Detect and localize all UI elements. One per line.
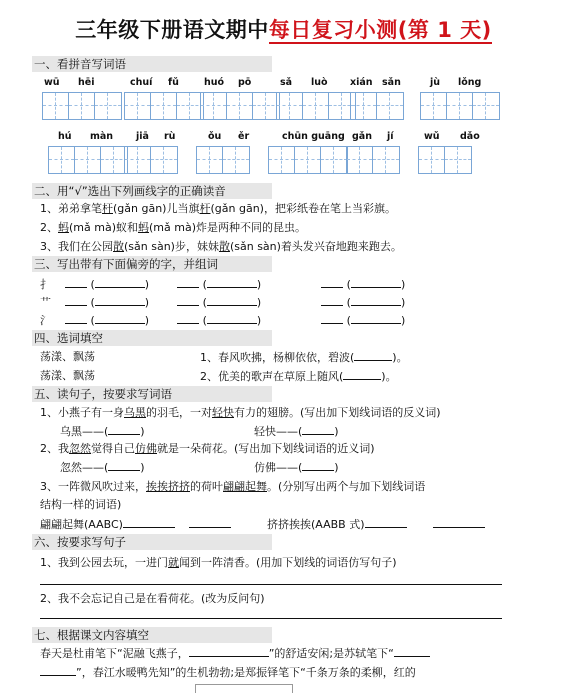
question-7-2: ”，春江水暖鸭先知”的生机勃勃;是郑振铎笔下“千条万条的柔柳，红的 <box>40 664 416 681</box>
pinyin-row-1 <box>38 77 538 89</box>
writing-grid[interactable] <box>200 92 280 120</box>
question-2-2: 2、蚂(mǎ mà)蚁和蚂(mǎ mà)炸是两种不同的昆虫。 <box>40 221 306 234</box>
writing-grid[interactable] <box>124 146 178 174</box>
writing-grid[interactable] <box>420 92 500 120</box>
pinyin: jí <box>387 131 394 142</box>
page-title <box>0 14 567 44</box>
pinyin: hēi <box>78 77 95 88</box>
writing-grid[interactable] <box>346 146 400 174</box>
section-1-header: 一、看拼音写词语 <box>32 56 272 72</box>
pinyin: huó <box>204 77 225 88</box>
pinyin: pō <box>238 77 252 88</box>
answer-5-1-b: 轻快——( ) <box>254 425 339 438</box>
pinyin: sǎn <box>382 77 401 88</box>
question-5-2: 2、我忽然觉得自己仿佛就是一朵荷花。(写出加下划线词语的近义词) <box>40 442 375 455</box>
writing-grid[interactable] <box>48 146 128 174</box>
page-footer-box <box>195 684 293 693</box>
answer-5-1-a: 乌黑——( ) <box>60 425 145 438</box>
section-3-header: 三、写出带有下面偏旁的字，并组词 <box>32 256 272 272</box>
radical-row: 氵 ( ) ( ) ( ) <box>40 314 406 327</box>
answer-5-2-a: 忽然——( ) <box>60 461 145 474</box>
option-2: 荡漾、飘荡 <box>40 369 95 382</box>
question-6-2: 2、我不会忘记自己是在看荷花。(改为反问句) <box>40 592 265 605</box>
section-5-header: 五、读句子，按要求写词语 <box>32 386 272 402</box>
pinyin: lǒng <box>458 77 482 88</box>
pinyin: gǎn <box>352 131 372 142</box>
writing-grid[interactable] <box>196 146 250 174</box>
question-2-1: 1、弟弟拿笔杆(gǎn gān)儿当旗杆(gǎn gān)，把彩纸卷在笔上当彩旗。 <box>40 202 396 215</box>
question-6-1: 1、我到公园去玩，一进门就闻到一阵清香。(用加下划线的词语仿写句子) <box>40 556 397 569</box>
writing-grid[interactable] <box>350 92 404 120</box>
answer-line[interactable] <box>40 618 502 619</box>
radical: 艹 <box>40 296 51 309</box>
pinyin: ǒu <box>208 131 222 142</box>
radical-row: 扌 ( ) ( ) ( ) <box>40 278 406 291</box>
pinyin: jiā <box>136 131 149 142</box>
pinyin: wǔ <box>424 131 440 142</box>
pinyin: fǔ <box>168 77 179 88</box>
pinyin: chūn guāng <box>282 131 345 142</box>
pinyin: hú <box>58 131 72 142</box>
section-2-header: 二、用“√”选出下列画线字的正确读音 <box>32 183 272 199</box>
pinyin: ěr <box>238 131 250 142</box>
writing-grid[interactable] <box>418 146 472 174</box>
section-6-header: 六、按要求写句子 <box>32 534 272 550</box>
pinyin: jù <box>430 77 441 88</box>
radical: 氵 <box>40 314 51 327</box>
radical-row: 艹 ( ) ( ) ( ) <box>40 296 406 309</box>
pinyin: dǎo <box>460 131 480 142</box>
answer-line[interactable] <box>40 584 502 585</box>
question-5-3: 3、一阵微风吹过来，挨挨挤挤的荷叶翩翩起舞。(分别写出两个与加下划线词语 <box>40 480 426 493</box>
pinyin: xián <box>350 77 373 88</box>
radical: 扌 <box>40 278 51 291</box>
writing-grid[interactable] <box>276 92 356 120</box>
section-7-header: 七、根据课文内容填空 <box>32 627 272 643</box>
writing-grid[interactable] <box>124 92 204 120</box>
option-1: 荡漾、飘荡 <box>40 350 95 363</box>
title-main: 三年级下册语文期中 <box>75 18 269 42</box>
question-4-1: 1、春风吹拂，杨柳依依，碧波( )。 <box>200 351 408 364</box>
pinyin: sǎ <box>280 77 293 88</box>
answer-5-3: 翩翩起舞(AABC) 挤挤挨挨(AABB 式) <box>40 516 485 533</box>
question-7-1: 春天是杜甫笔下“泥融飞燕子， ”的舒适安闲;是苏轼笔下“ <box>40 645 430 662</box>
pinyin: rù <box>164 131 176 142</box>
writing-grid[interactable] <box>42 92 122 120</box>
question-4-2: 2、优美的歌声在草原上随风( )。 <box>200 370 397 383</box>
pinyin: màn <box>90 131 114 142</box>
pinyin-row-2 <box>38 131 538 143</box>
pinyin: wū <box>44 77 60 88</box>
writing-grid[interactable] <box>268 146 348 174</box>
question-5-1: 1、小燕子有一身乌黑的羽毛，一对轻快有力的翅膀。(写出加下划线词语的反义词) <box>40 406 441 419</box>
title-highlight: 每日复习小测(第 1 天) <box>268 18 492 42</box>
question-2-3: 3、我们在公园散(sǎn sàn)步，妹妹散(sǎn sàn)着头发兴奋地跑来跑去。 <box>40 240 402 253</box>
pinyin: luò <box>311 77 328 88</box>
section-4-header: 四、选词填空 <box>32 330 272 346</box>
question-5-3-cont: 结构一样的词语) <box>40 498 122 511</box>
answer-5-2-b: 仿佛——( ) <box>254 461 339 474</box>
pinyin: chuí <box>130 77 153 88</box>
